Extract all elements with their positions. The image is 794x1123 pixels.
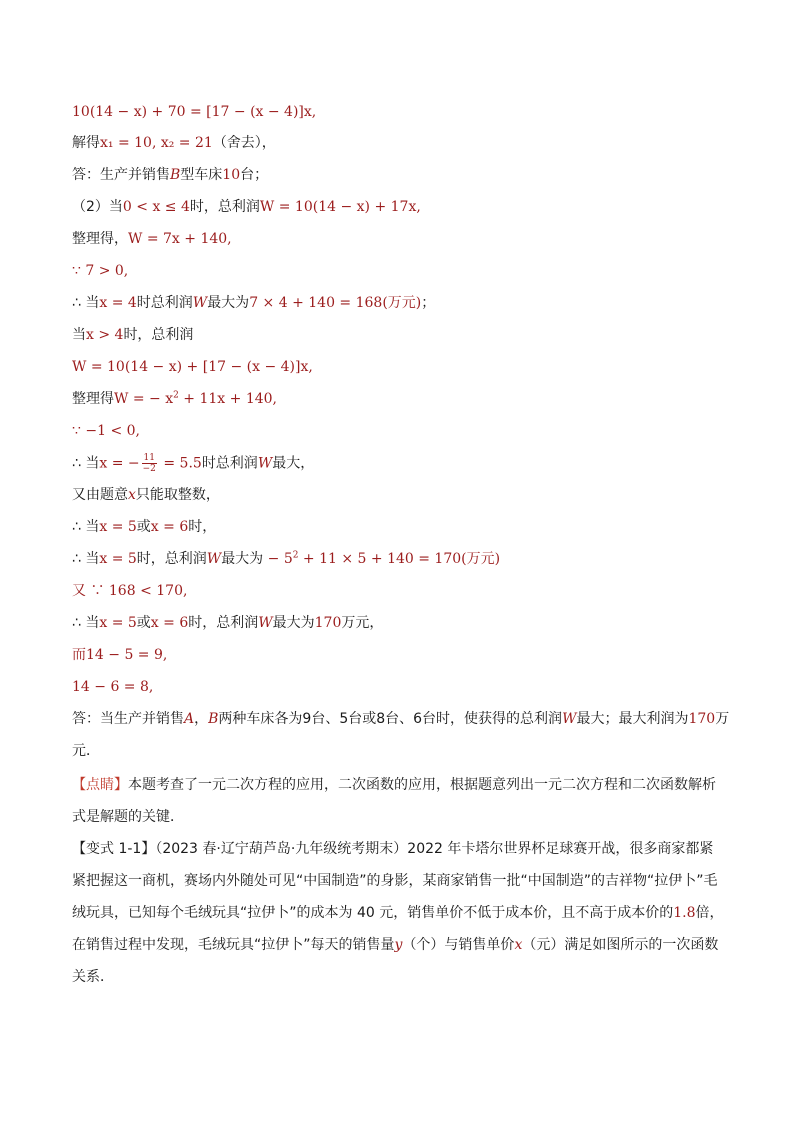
case-line: 当x > 4时，总利润	[72, 327, 194, 343]
case-line: （2）当0 < x ≤ 4时，总利润W = 10(14 − x) + 17x,	[72, 199, 421, 215]
reason-line: 又 ∵ 168 < 170,	[72, 583, 188, 599]
comment-block	[72, 769, 724, 833]
simplify-line: 整理得，W = 7x + 140,	[72, 231, 232, 247]
final-answer-line: 元．	[72, 743, 100, 759]
fraction: $\frac{11}{-2}$	[142, 453, 156, 474]
final-answer-line: 答：当生产并销售A，B两种车床各为9台、5台或8台、6台时，使获得的总利润W最大；最大利润为170万	[72, 711, 730, 727]
comment-text: 本题考查了一元二次方程的应用，二次函数的应用，根据题意列出一元二次方程和二次函数解析式是解题的关键．	[72, 777, 716, 825]
equation-line	[72, 102, 316, 122]
calc-line: 而14 − 5 = 9,	[72, 647, 168, 663]
comment-tag: 【点睛】	[72, 777, 128, 793]
variant-tag: 【变式 1-1】	[72, 841, 156, 857]
max-line: ∴ 当x = 5时，总利润W最大为 − $5^2 + 11 \times 5 + 140 = 170$(万元)	[72, 550, 501, 567]
variant-problem: 【变式 1-1】（2023 春·辽宁葫芦岛·九年级统考期末）2022 年卡塔尔世界杯足球赛开战，很多商家都紧紧把握这一商机，赛场内外随处可见“中国制造”的身影，某商家销售一批“中国制造”的吉祥物“拉伊卜”毛绒玩具，已知每个毛绒玩具“拉伊卜”的成本为 40 元，销售单价不低于成本价，且不高于成本价的1.8倍，在销售过程中发现，毛绒玩具“拉伊卜”每天的销售量y（个）与销售单价x（元）满足如图所示的一次函数关系．	[72, 841, 724, 985]
max-line: ∴ 当x = 5或x = 6时，总利润W最大为170万元，	[72, 615, 384, 631]
max-line: ∴ 当x = 4时总利润W最大为7 × 4 + 140 = 168(万元)；	[72, 295, 436, 311]
case-line: ∴ 当x = 5或x = 6时，	[72, 519, 217, 535]
vertex-line: ∴ 当x = − $\frac{11}{-2}$ = 5.5时总利润W最大，	[72, 453, 315, 474]
solution-line: 解得x₁ = 10, x₂ = 21（舍去），	[72, 135, 276, 151]
simplify-line: 整理得W = − $x^2 + 11x + 140$,	[72, 390, 277, 407]
reason-line: ∵ −1 < 0,	[72, 423, 140, 439]
equation-line: W = 10(14 − x) + [17 − (x − 4)]x,	[72, 359, 313, 375]
reason-line: ∵ 7 > 0,	[72, 263, 129, 279]
answer-line: 答：生产并销售B型车床10台；	[72, 167, 269, 183]
equation: 10(14 − x) + 70 = [17 − (x − 4)]x,	[72, 104, 317, 120]
integer-line: 又由题意x只能取整数，	[72, 487, 220, 503]
calc-line: 14 − 6 = 8,	[72, 679, 154, 695]
